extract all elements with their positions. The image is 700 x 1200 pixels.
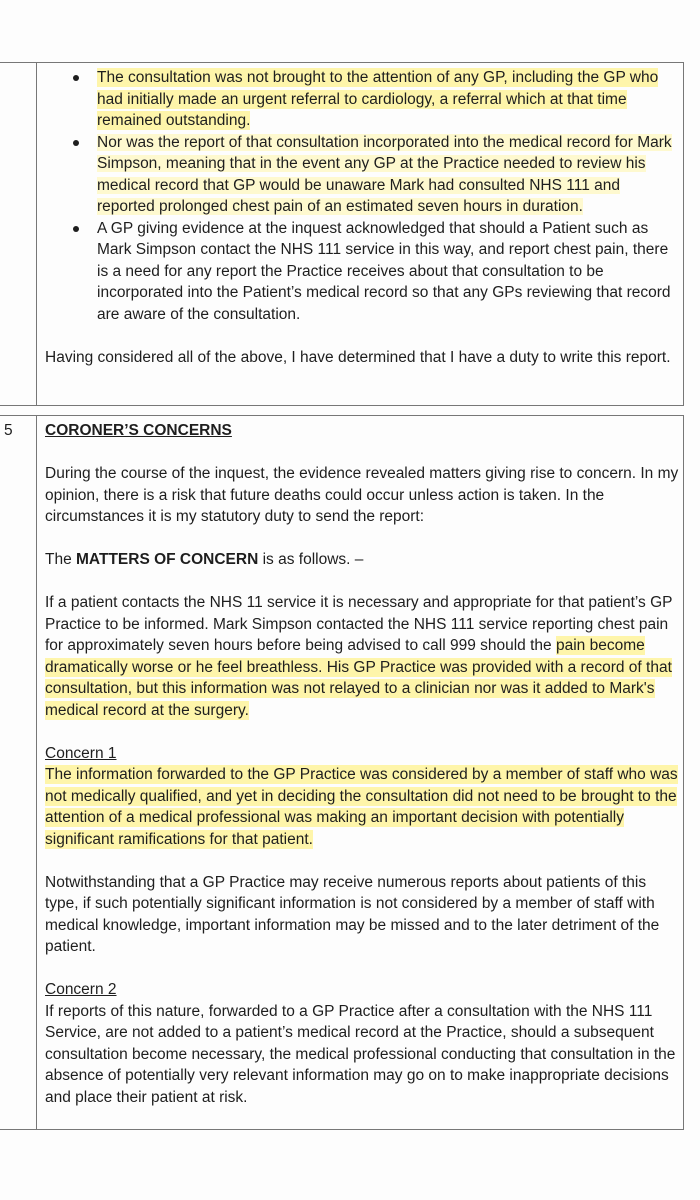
paragraph-text: If a patient contacts the NHS 11 service it is necessary and appropriate for that patient’s GP Practice to be informed. Mark Simpson contacted the NHS 111 service reporting chest pain for approximately seven hours before being advised to call 999 should the [45,594,673,654]
matters-bold: MATTERS OF CONCERN [76,551,259,568]
section-4-row [0,62,684,406]
section-heading: CORONER’S CONCERNS [45,422,232,439]
background-paragraph [45,592,679,721]
column-divider [36,63,37,405]
matters-line [45,549,679,571]
list-item [45,218,679,326]
list-item [45,132,679,218]
findings-list [45,67,679,325]
section-5-content [45,420,679,1108]
intro-paragraph: During the course of the inquest, the evidence revealed matters giving rise to concern. In my opinion, there is a risk that future deaths could occur unless action is taken. In the circumstances it is my statutory duty to send the report: [45,465,679,525]
highlighted-text: The information forwarded to the GP Practice was considered by a member of staff who was not medically qualified, and yet in deciding the consultation did not need to be brought to the attention of a medical professional was making an important decision with potentially significant ramifications for that patient. [45,766,678,848]
column-divider [36,416,37,1129]
conclusion-paragraph: Having considered all of the above, I have determined that I have a duty to write this report. [45,348,671,366]
concern-1-paragraph [45,764,679,850]
section-4-content [45,67,679,368]
concern-2-paragraph: If reports of this nature, forwarded to a GP Practice after a consultation with the NHS 111 Service, are not added to a patient’s medical record at the Practice, should a subsequent consultation become necessary, the medical professional conducting that consultation in the absence of potentially very relevant information may go on to make inappropriate decisions and place their patient at risk. [45,1002,676,1106]
section-5-row [0,415,684,1130]
list-item [45,67,679,132]
section-number: 5 [4,422,13,439]
matters-prefix: The [45,551,77,568]
concern-2-title: Concern 2 [45,981,117,998]
notwithstanding-paragraph: Notwithstanding that a GP Practice may receive numerous reports about patients of this type, if such potentially significant information is not considered by a member of staff with medical knowledge, important information may be missed and to the later detriment of the patient. [45,873,660,955]
table-right-border [683,416,684,1129]
list-item-text: A GP giving evidence at the inquest acknowledged that should a Patient such as Mark Simpson contact the NHS 111 service in this way, and report chest pain, there is a need for any report the Practice receives about that consultation to be incorporated into the Patient’s medical record so that any GPs reviewing that record are aware of the consultation. [97,219,671,323]
highlighted-text: pain become dramatically worse or he feel breathless. His GP Practice was provided with a record of that consultation, but this information was not relayed to a clinician nor was it added to Mark's medical record at the surgery. [45,637,672,719]
concern-1-title: Concern 1 [45,744,117,762]
table-right-border [683,63,684,405]
highlighted-text: The consultation was not brought to the attention of any GP, including the GP who had initially made an urgent referral to cardiology, a referral which at that time remained outstanding. [97,69,659,129]
highlighted-text: Nor was the report of that consultation incorporated into the medical record for Mark Simpson, meaning that in the event any GP at the Practice needed to review his medical record that GP would be unaware Mark had consulted NHS 111 and reported prolonged chest pain of an estimated seven hours in duration. [97,133,672,215]
matters-suffix: is as follows. – [258,551,364,568]
